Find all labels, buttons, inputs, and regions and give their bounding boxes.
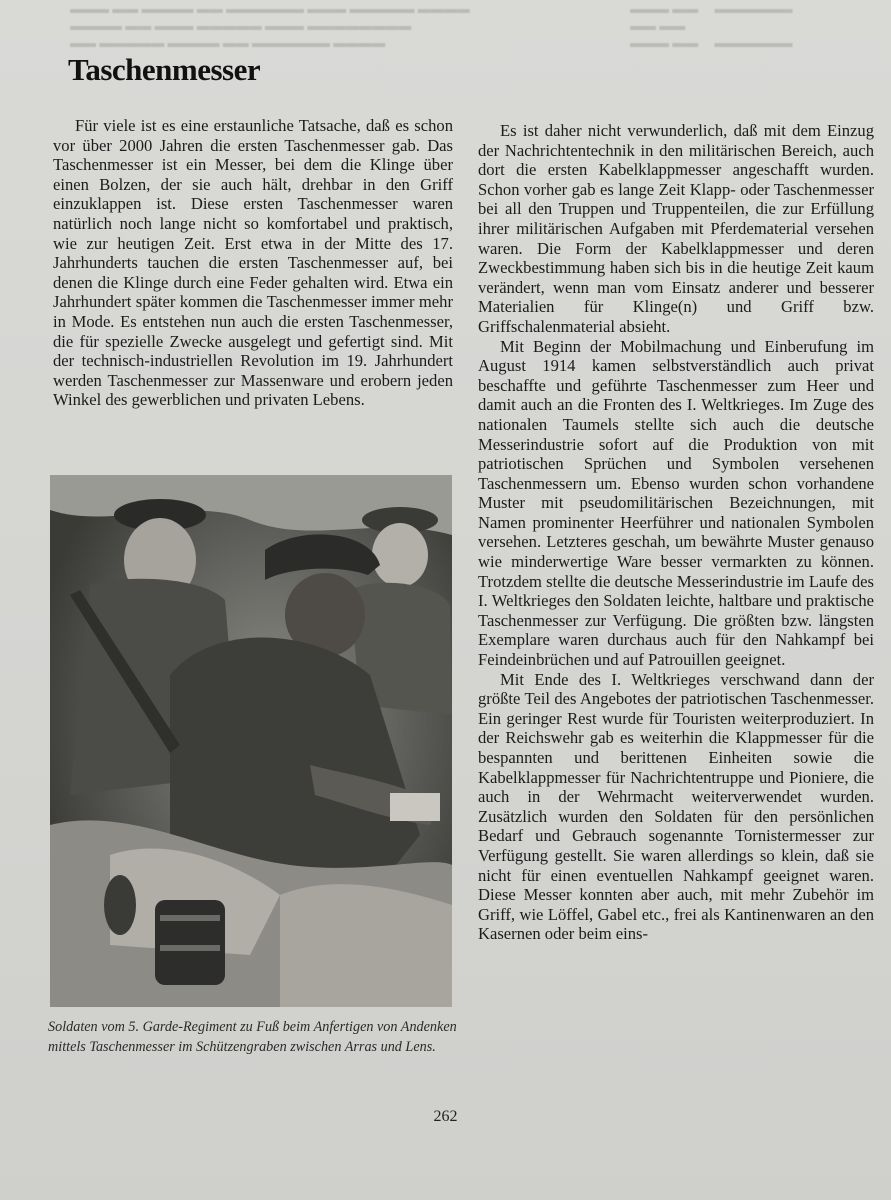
historical-photo <box>50 475 452 1007</box>
right-paragraph-2: Mit Beginn der Mobilmachung und Einberufung im August 1914 kamen selbstverständlich auch privat beschaffte und geführte Taschenmesser zum Heer und damit auch an die Fronten des I. Weltkrieges. Im Zuge des nationalen Taumels stellte sich auch die deutsche Messerindustrie sofort auf die Produktion von mit patriotischen Sprüchen und Symbolen versehenen Taschenmessern um. Ebenso wurden schon vorhandene Muster mit pseudomilitärischen Bezeichnungen, mit Namen prominenter Heerführer und nationalen Symbolen versehen. Letzteres geschah, um bewährte Muster genauso wie minderwertige Ware besser vermarkten zu können. Trotzdem stellte die deutsche Messerindustrie im Laufe des I. Weltkrieges den Soldaten leichte, haltbare und praktische Taschenmesser zur Verfügung. Die größten bzw. längsten Exemplare waren durchaus auch für den Nahkampf bei Feindeinbrüchen und auf Patrouillen geeignet. <box>478 336 874 670</box>
page-number: 262 <box>433 1108 458 1125</box>
right-column <box>478 121 874 944</box>
right-paragraph-1: Es ist daher nicht verwunderlich, daß mit dem Einzug der Nachrichtentechnik in den militärischen Bereich, auch dort die ersten Kabelklappmesser angeschafft wurden. Schon vorher gab es lange Zeit Klapp- oder Taschenmesser bei all den Truppen und Truppenteilen, die zur Erfüllung ihrer militärischen Aufgaben mit Pferdematerial versehen waren. Die Form der Kabelklappmesser und deren Zweckbestimmung haben sich bis in die heutige Zeit kaum verändert, wenn man vom Einsatz anderer und besserer Materialien für Klinge(n) und Griff bzw. Griffschalenmaterial absieht. <box>478 121 874 336</box>
photo-caption: Soldaten vom 5. Garde-Regiment zu Fuß beim Anfertigen von Andenken mittels Taschenmesser im Schützengraben zwischen Arras und Lens. <box>48 1019 457 1055</box>
photo-soldiers-in-trench <box>50 475 452 1007</box>
show-through-right: ▬▬▬ ▬▬ ▬▬▬▬▬▬ ▬▬ ▬▬ ▬▬▬ ▬▬ ▬▬▬▬▬▬ <box>630 1 793 50</box>
show-through-left: ▬▬▬ ▬▬ ▬▬▬▬ ▬▬ ▬▬▬▬▬▬ ▬▬▬ ▬▬▬▬▬ ▬▬▬▬ ▬▬▬▬ ▬▬ ▬▬▬ ▬▬▬▬▬ ▬▬▬ ▬▬▬▬▬▬▬▬ ▬▬ ▬▬▬▬▬ ▬▬▬▬ ▬▬ ▬▬▬▬▬▬ ▬▬▬▬ <box>70 1 470 50</box>
left-paragraph-1: Für viele ist es eine erstaunliche Tatsache, daß es schon vor über 2000 Jahren die ersten Taschenmesser gab. Das Taschenmesser ist ein Messer, bei dem die Klinge über einen Bolzen, der sie auch hält, drehbar in den Griff einzuklappen ist. Diese ersten Taschenmesser waren natürlich noch lange nicht so komfortabel und praktisch, wie zur heutigen Zeit. Erst etwa in der Mitte des 17. Jahrhunderts tauchen die ersten Taschenmesser auf, bei denen die Klinge durch eine Feder gehalten wird. Etwa ein Jahrhundert später kommen die Taschenmesser immer mehr in Mode. Es entstehen nun auch die ersten Taschenmesser, die für spezielle Zwecke ausgelegt und gefertigt sind. Mit der technisch-industriellen Revolution im 19. Jahrhundert werden Taschenmesser zur Massenware und erobern jeden Winkel des gewerblichen und privaten Lebens. <box>53 116 453 410</box>
right-paragraph-3: Mit Ende des I. Weltkrieges verschwand dann der größte Teil des Angebotes der patriotischen Taschenmesser. Ein geringer Rest wurde für Touristen weiterproduziert. In der Reichswehr gab es weiterhin die Klappmesser für die bespannten und berittenen Einheiten sowie die Kabelklappmesser für Nachrichtentruppe und Pioniere, die auch in der Wehrmacht weiterverwendet wurden. Zusätzlich wurden den Soldaten für den persönlichen Bedarf und Gebrauch sogenannte Tornistermesser zur Verfügung gestellt. Sie waren allerdings so klein, daß sie nicht für einen eventuellen Nahkampf geeignet waren. Diese Messer konnten aber auch, mit mehr Zubehör im Griff, wie Löffel, Gabel etc., frei als Kantinenwaren an den Kasernen oder beim eins- <box>478 669 874 944</box>
left-column <box>53 116 453 410</box>
show-through-text <box>70 0 870 60</box>
article-title: Taschenmesser <box>68 52 261 87</box>
